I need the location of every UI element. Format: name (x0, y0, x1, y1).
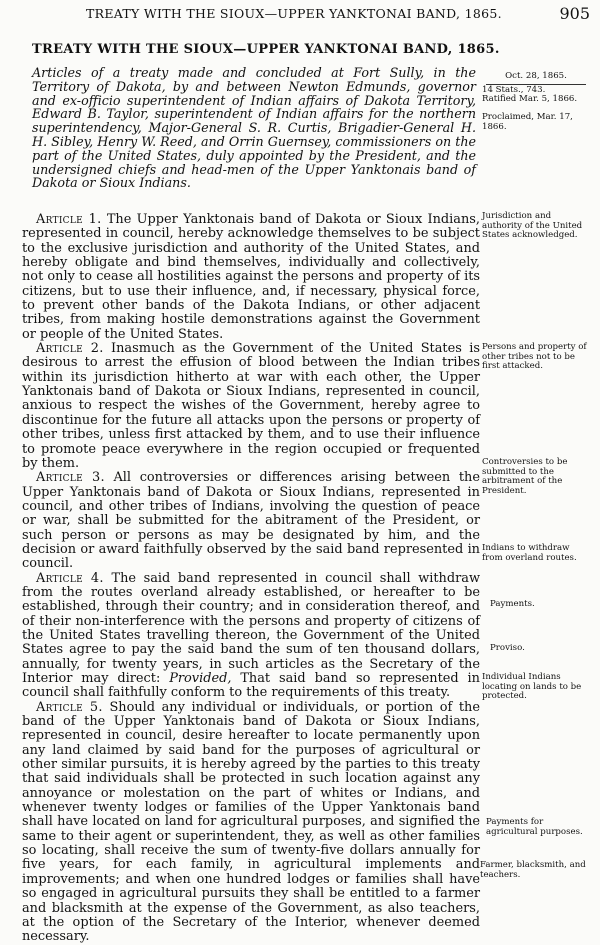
margin-note-withdraw: Indians to withdraw from overland routes. (482, 543, 577, 563)
article-text: Should any individual or individuals, or portion of the band of the Upper Yanktonais band of Dakota or Sioux Indians, represented in council, desire hereafter to locate permanently upon any land claimed by said band for the purposes of agricultural or other similar pursuits, it is hereby agreed by the parties to this treaty that said individuals shall be protected in such location against any annoyance or molestation on the part of whites or Indians, and whenever twenty lodges or families of the Upper Yanktonais band shall have located on land for agricultural purposes, and signified the same to their agent or superintendent, they, as well as other families so locating, shall receive the sum of twenty-five dollars annually for five years, for each family, in agricultural implements and improvements; and when one hundred lodges or families shall have so engaged in agricultural pursuits they shall be entitled to a farmer and blacksmith at the expense of the Government, as also teachers, at the option of the Secretary of the Interior, whenever deemed necessary. (22, 699, 480, 945)
preamble-text: Articles of a treaty made and concluded at Fort Sully, in the Territory of Dakota, by and between Newton Edmunds, governor and ex-officio superintendent of Indian affairs of Dakota Territory, Edward B. Taylor, superintendent of Indian affairs for the northern superintendency, Major-General S. R. Curtis, Brigadier-General H. H. Sibley, Henry W. Reed, and Orrin Guernsey, commissioners on the part of the United States, duly appointed by the President, and the undersigned chiefs and head-men of the Upper Yanktonais band of Dakota or Sioux Indians. (32, 65, 476, 191)
article-text: The said band represented in council shall withdraw from the routes overland already established, or hereafter to be established, through their country; and in consideration thereof, and of their non-interference with the persons and property of citizens of the United States travelling thereon, the Government of the United States agree to pay the said band the sum of ten thousand dollars, annually, for twenty years, in such articles as the Secretary of the Interior may direct: (22, 570, 480, 686)
side-note-proclaimed: Proclaimed, Mar. 17, 1866. (482, 112, 573, 132)
proviso-word: Provided, (169, 671, 232, 686)
running-head-title: TREATY WITH THE SIOUX—UPPER YANKTONAI BAND, 1865. (86, 6, 502, 21)
preamble (32, 66, 476, 190)
article-5 (22, 701, 480, 945)
article-text: That said band so represented in council shall faithfully conform to the requirements of this treaty. (22, 671, 480, 701)
article-label: Article 3. (36, 470, 105, 486)
article-text: All controversies or differences arising between the Upper Yanktonais band of Dakota or Sioux Indians, represented in council, and other tribes of Indians, involving the question of peace or war, shall be submitted for the abitrament of the President, or such person or persons as may be designated by him, and the decision or award faithfully observed by the said band represented in council. (22, 470, 480, 572)
margin-note-payments: Payments. (490, 599, 535, 609)
article-text: Inasmuch as the Government of the United States is desirous to arrest the effusion of blood between the Indian tribes within its jurisdiction hitherto at war with each other, the Upper Yanktonais band of Dakota or Sioux Indians, represented in council, anxious to respect the wishes of the Government, hereby agree to discontinue for the future all attacks upon the persons or property of other tribes, unless first attacked by them, and to use their influence to promote peace everywhere in the region occupied or frequented by them. (22, 341, 480, 471)
margin-note-controversies: Controversies to be submitted to the arbitrament of the President. (482, 457, 568, 496)
article-label: Article 5. (36, 699, 103, 715)
margin-note-farmer-blacksmith: Farmer, blacksmith, and teachers. (480, 860, 586, 880)
side-note-ratified: Ratified Mar. 5, 1866. (482, 94, 578, 104)
treaty-title: TREATY WITH THE SIOUX—UPPER YANKTONAI BAND, 1865. (32, 42, 500, 57)
margin-note-persons-property: Persons and property of other tribes not to be first attacked. (482, 342, 587, 371)
margin-note-proviso: Proviso. (490, 643, 525, 653)
article-2 (22, 342, 480, 471)
side-note-date: Oct. 28, 1865. (486, 72, 586, 85)
article-label: Article 1. (36, 212, 102, 227)
article-text: The Upper Yanktonais band of Dakota or Sioux Indians, represented in council, hereby acknowledge themselves to be subject to the exclusive jurisdiction and authority of the United States, and hereby obligate and bind themselves, individually and collectively, not only to cease all hostilities against the persons and property of its citizens, but to use their influence, and, if necessary, physical force, to prevent other bands of the Dakota Indians, or other adjacent tribes, from making hostile demonstrations against the Government or people of the United States. (22, 212, 480, 342)
margin-note-agricultural-payments: Payments for agricultural purposes. (486, 817, 583, 837)
margin-note-jurisdiction: Jurisdiction and authority of the United States acknowledged. (482, 211, 583, 240)
article-3 (22, 471, 480, 571)
treaty-body (22, 213, 480, 945)
article-4 (22, 572, 480, 701)
side-note-stats: 14 Stats., 743. (482, 85, 546, 95)
article-label: Article 2. (36, 341, 104, 357)
margin-note-individual-indians: Individual Indians locating on lands to be protected. (482, 672, 582, 701)
article-1 (22, 213, 480, 342)
page-number: 905 (559, 4, 590, 23)
article-label: Article 4. (36, 570, 104, 586)
